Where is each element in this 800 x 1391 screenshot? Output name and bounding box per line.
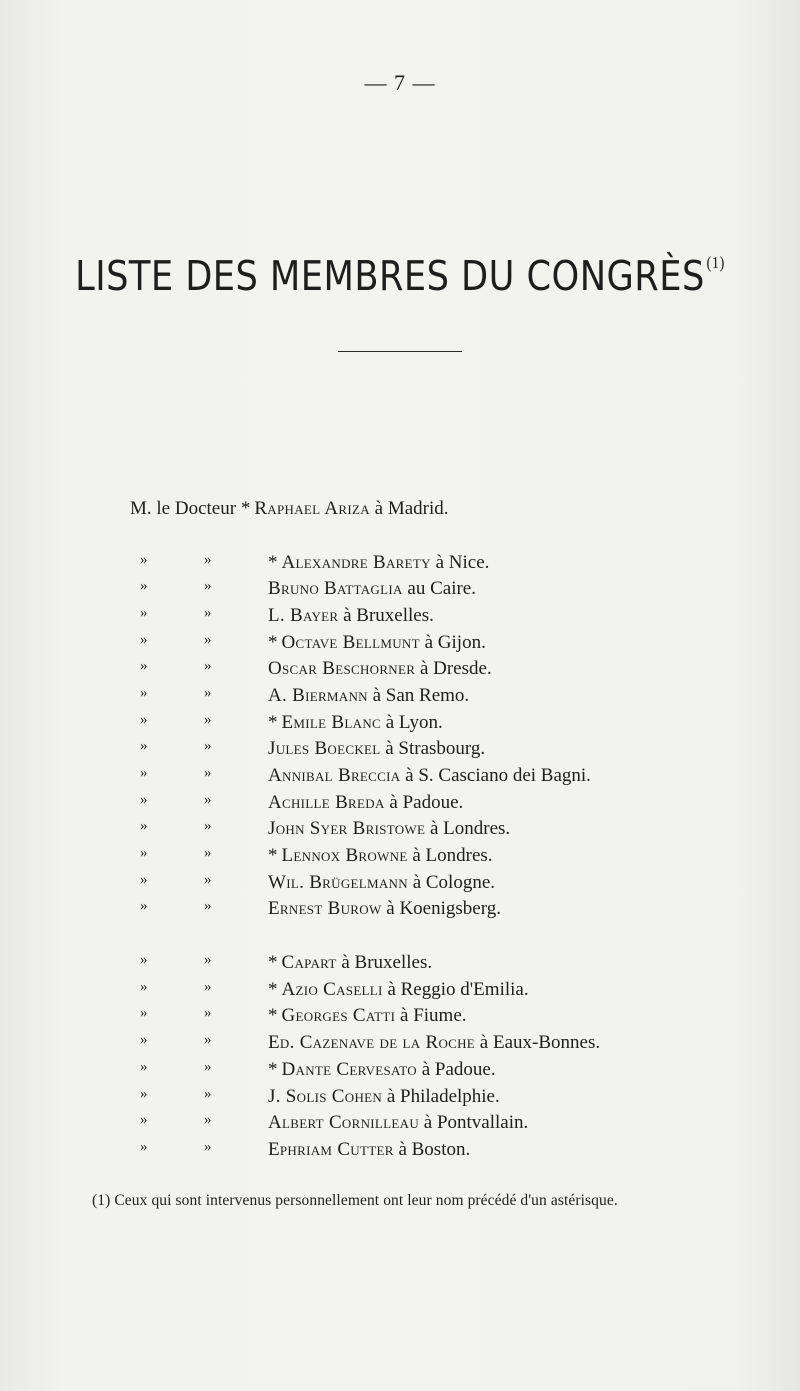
- member-entry: [268, 738, 485, 760]
- member-row: [0, 658, 800, 684]
- member-name: Emile Blanc: [281, 712, 381, 733]
- member-row: [0, 845, 800, 871]
- member-entry: [268, 632, 486, 654]
- member-location: au Caire.: [407, 578, 476, 599]
- member-entry: [268, 952, 432, 974]
- member-entry: [268, 979, 529, 1001]
- member-entry: [268, 818, 510, 840]
- member-location: à Philadelphie.: [386, 1086, 500, 1107]
- ditto-mark: »: [204, 792, 212, 808]
- member-entry: [268, 1139, 470, 1161]
- ditto-mark: »: [140, 605, 148, 621]
- member-location: à Strasbourg.: [385, 738, 486, 759]
- ditto-mark: »: [204, 1139, 212, 1155]
- ditto-mark: »: [140, 898, 148, 914]
- ditto-mark: »: [140, 765, 148, 781]
- member-row: [0, 1032, 800, 1058]
- member-row: [0, 765, 800, 791]
- ditto-mark: »: [204, 872, 212, 888]
- member-location: à Reggio d'Emilia.: [387, 979, 529, 1000]
- member-name: Ernest Burow: [268, 898, 382, 919]
- ditto-mark: »: [204, 1032, 212, 1048]
- asterisk-mark: *: [268, 845, 278, 866]
- member-name: Azio Caselli: [281, 979, 383, 1000]
- member-entry: [268, 898, 501, 920]
- member-entry: [268, 1059, 496, 1081]
- member-name: Raphael Ariza: [254, 498, 370, 519]
- ditto-mark: »: [140, 658, 148, 674]
- intro-prefix: M. le Docteur: [130, 498, 237, 519]
- member-name: Oscar Beschorner: [268, 658, 416, 679]
- member-row: [0, 872, 800, 898]
- member-location: à Nice.: [435, 552, 490, 573]
- member-entry: [268, 658, 492, 680]
- ditto-mark: »: [140, 872, 148, 888]
- member-row: [0, 1005, 800, 1031]
- member-row: [0, 738, 800, 764]
- member-name: Bruno Battaglia: [268, 578, 403, 599]
- member-location: à Padoue.: [421, 1059, 496, 1080]
- intro-line: [130, 498, 449, 520]
- ditto-mark: »: [140, 1005, 148, 1021]
- member-entry: [268, 1032, 600, 1054]
- member-entry: [268, 685, 469, 707]
- member-location: à Cologne.: [412, 872, 496, 893]
- ditto-mark: »: [204, 605, 212, 621]
- member-row: [0, 685, 800, 711]
- ditto-mark: »: [140, 712, 148, 728]
- member-location: à Boston.: [398, 1139, 471, 1160]
- member-name: J. Solis Cohen: [268, 1086, 383, 1107]
- member-location: à Gijon.: [424, 632, 486, 653]
- member-row: [0, 578, 800, 604]
- member-location: à Koenigsberg.: [386, 898, 501, 919]
- ditto-mark: »: [204, 845, 212, 861]
- member-row: [0, 552, 800, 578]
- member-name: Jules Boeckel: [268, 738, 381, 759]
- member-name: Lennox Browne: [281, 845, 408, 866]
- member-row: [0, 792, 800, 818]
- member-entry: [268, 792, 463, 814]
- asterisk-mark: *: [268, 712, 278, 733]
- member-name: Ephriam Cutter: [268, 1139, 394, 1160]
- ditto-mark: »: [204, 552, 212, 568]
- ditto-mark: »: [204, 578, 212, 594]
- ditto-mark: »: [204, 818, 212, 834]
- ditto-mark: »: [204, 712, 212, 728]
- member-location: à Madrid.: [374, 498, 449, 519]
- member-entry: [268, 1086, 500, 1108]
- member-row: [0, 605, 800, 631]
- ditto-mark: »: [204, 685, 212, 701]
- member-name: L. Bayer: [268, 605, 339, 626]
- member-location: à Lyon.: [385, 712, 443, 733]
- asterisk-mark: *: [268, 632, 278, 653]
- ditto-mark: »: [140, 738, 148, 754]
- asterisk-mark: *: [268, 952, 278, 973]
- member-name: Capart: [281, 952, 337, 973]
- member-name: Wil. Brügelmann: [268, 872, 408, 893]
- member-entry: [268, 712, 443, 734]
- page-title-text: LISTE DES MEMBRES DU CONGRÈS: [75, 252, 705, 300]
- page-title: [56, 252, 744, 300]
- ditto-mark: »: [140, 792, 148, 808]
- member-entry: [268, 578, 476, 600]
- ditto-mark: »: [140, 632, 148, 648]
- member-name: Achille Breda: [268, 792, 385, 813]
- member-row: [0, 952, 800, 978]
- ditto-mark: »: [140, 1032, 148, 1048]
- footnote: (1) Ceux qui sont intervenus personnellement ont leur nom précédé d'un astérisque.: [92, 1192, 618, 1209]
- member-name: A. Biermann: [268, 685, 368, 706]
- ditto-mark: »: [140, 1112, 148, 1128]
- ditto-mark: »: [140, 552, 148, 568]
- member-location: à Londres.: [412, 845, 493, 866]
- member-entry: [268, 845, 493, 867]
- member-name: John Syer Bristowe: [268, 818, 426, 839]
- title-rule: [338, 351, 462, 352]
- asterisk-mark: *: [268, 1059, 278, 1080]
- member-row: [0, 898, 800, 924]
- ditto-mark: »: [140, 1139, 148, 1155]
- member-location: à Fiume.: [400, 1005, 467, 1026]
- member-row: [0, 1112, 800, 1138]
- member-location: à Eaux-Bonnes.: [479, 1032, 601, 1053]
- ditto-mark: »: [140, 845, 148, 861]
- asterisk-mark: *: [268, 1005, 278, 1026]
- member-name: Ed. Cazenave de la Roche: [268, 1032, 476, 1053]
- ditto-mark: »: [204, 1005, 212, 1021]
- asterisk-mark: *: [240, 498, 251, 519]
- member-entry: [268, 872, 495, 894]
- ditto-mark: »: [204, 979, 212, 995]
- member-entry: [268, 765, 591, 787]
- ditto-mark: »: [204, 952, 212, 968]
- member-entry: [268, 1005, 467, 1027]
- member-entry: [268, 1112, 528, 1134]
- member-row: [0, 1086, 800, 1112]
- member-location: à Dresde.: [419, 658, 492, 679]
- member-name: Alexandre Barety: [281, 552, 431, 573]
- ditto-mark: »: [140, 1086, 148, 1102]
- ditto-mark: »: [204, 898, 212, 914]
- member-location: à Bruxelles.: [343, 605, 434, 626]
- ditto-mark: »: [204, 1059, 212, 1075]
- asterisk-mark: *: [268, 552, 278, 573]
- ditto-mark: »: [204, 658, 212, 674]
- member-location: à Bruxelles.: [341, 952, 433, 973]
- member-entry: [268, 605, 434, 627]
- ditto-mark: »: [140, 1059, 148, 1075]
- member-location: à Londres.: [429, 818, 511, 839]
- ditto-mark: »: [140, 818, 148, 834]
- member-row: [0, 712, 800, 738]
- member-location: à Pontvallain.: [423, 1112, 529, 1133]
- ditto-mark: »: [140, 952, 148, 968]
- ditto-mark: »: [204, 738, 212, 754]
- ditto-mark: »: [204, 1086, 212, 1102]
- ditto-mark: »: [204, 765, 212, 781]
- member-row: [0, 1059, 800, 1085]
- member-name: Annibal Breccia: [268, 765, 401, 786]
- ditto-mark: »: [140, 685, 148, 701]
- member-row: [0, 818, 800, 844]
- asterisk-mark: *: [268, 979, 278, 1000]
- ditto-mark: »: [140, 578, 148, 594]
- member-location: à San Remo.: [372, 685, 470, 706]
- member-name: Octave Bellmunt: [281, 632, 420, 653]
- member-location: à Padoue.: [389, 792, 464, 813]
- member-row: [0, 1139, 800, 1165]
- ditto-mark: »: [204, 632, 212, 648]
- member-location: à S. Casciano dei Bagni.: [405, 765, 591, 786]
- ditto-mark: »: [140, 979, 148, 995]
- member-row: [0, 979, 800, 1005]
- footnote-marker: (1): [706, 253, 725, 272]
- page-number: — 7 —: [364, 70, 436, 95]
- ditto-mark: »: [204, 1112, 212, 1128]
- member-entry: [268, 552, 489, 574]
- member-name: Albert Cornilleau: [268, 1112, 420, 1133]
- member-name: Georges Catti: [281, 1005, 396, 1026]
- member-row: [0, 632, 800, 658]
- member-name: Dante Cervesato: [281, 1059, 417, 1080]
